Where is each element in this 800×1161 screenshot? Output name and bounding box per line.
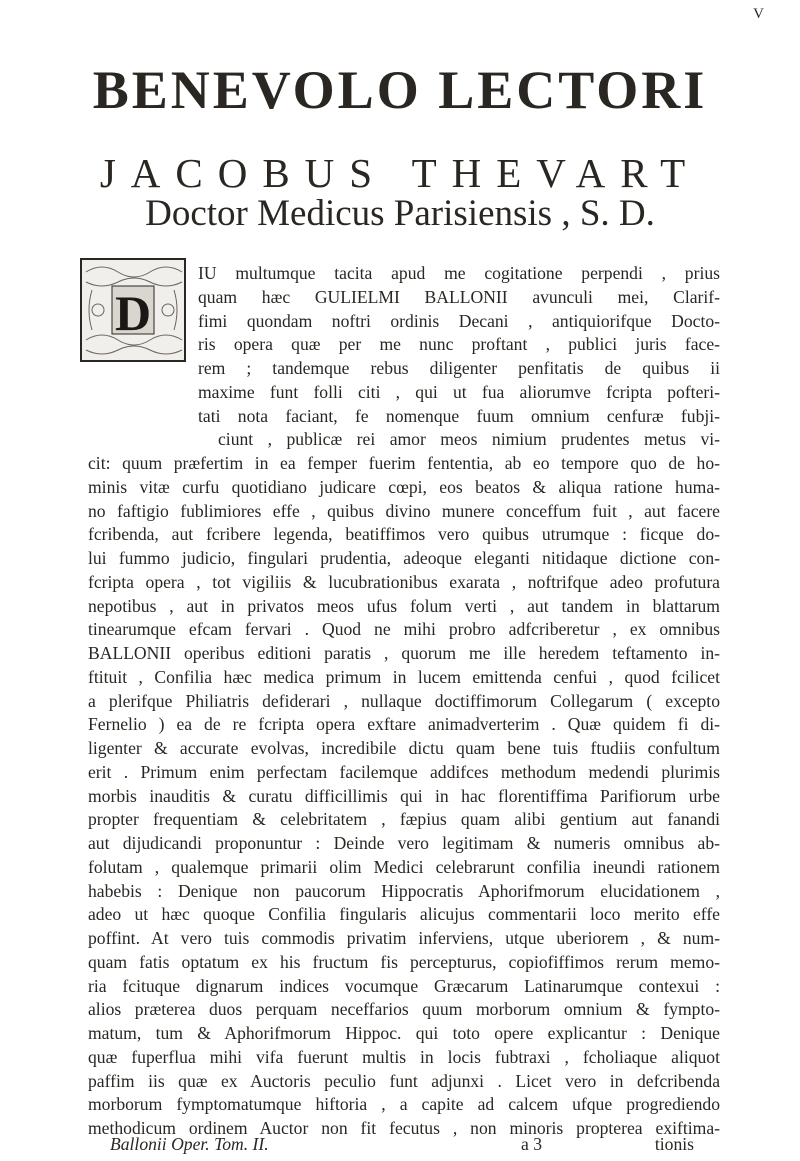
text-line: poffint. At vero tuis commodis privatim inferviens, utque uberiorem , & num- (88, 928, 720, 948)
text-line: nepotibus , aut in privatos meos ufus folum verti , aut tandem in blattarum (88, 595, 720, 616)
text-line: morborum fymptomatumque hiftoria , a capite ad calcem ufque progrediendo (88, 1094, 720, 1115)
text-line: alios præterea duos perquam neceffarios quum morborum omnium & fympto- (88, 999, 720, 1020)
text-line: paffim iis quæ ex Auctoris peculio funt adjunxi . Licet vero in defcribenda (88, 1070, 720, 1091)
heading-author-name: JACOBUS THEVART (99, 150, 701, 196)
text-line: habebis : Denique non paucorum Hippocratis Aphorifmorum elucidationem , (88, 880, 720, 901)
text-line: ris opera quæ per me nunc proftant , publici juris face- (198, 334, 720, 355)
page-footer (110, 1133, 694, 1155)
ornamental-drop-cap (80, 258, 186, 362)
text-line: quam hæc GULIELMI BALLONII avunculi mei, Clarif- (198, 286, 720, 307)
text-line: ligenter & accurate evolvas, incredibile dictu quam bene tuis ftudiis confultum (88, 738, 720, 758)
text-line: minis vitæ curfu quotidiano judicare cœpi, eos beatos & aliqua ratione huma- (88, 476, 720, 497)
running-title: Ballonii Oper. Tom. II. (110, 1134, 269, 1154)
text-line: matum, tum & Aphorifmorum Hippoc. qui toto opere explicantur : Denique (88, 1023, 720, 1043)
text-line: fimi quondam noftri ordinis Decani , antiquiorifque Docto- (198, 310, 720, 331)
ornament-pattern-icon (82, 260, 184, 360)
catchword: tionis (654, 1134, 694, 1154)
text-line: morbis inauditis & curatu difficillimis qui in hac florentiffima Parifiorum urbe (88, 785, 720, 806)
signature-mark: V (753, 6, 764, 22)
text-line: BALLONII operibus editioni paratis , quorum me ille heredem teftamento in- (88, 643, 720, 663)
signature-label: a 3 (521, 1134, 543, 1154)
text-line: rem ; tandemque rebus diligenter penfitatis de quibus ii (198, 358, 720, 378)
text-line: lui fummo judicio, fingulari prudentia, adeoque eleganti nitidaque dictione con- (88, 548, 720, 568)
text-line: folutam , qualemque primarii olim Medici celebrarunt confilia ineundi rationem (88, 856, 720, 877)
text-line: ria fcituque dignarum indices vocumque Græcarum Latinarumque contexui : (88, 975, 720, 996)
text-line: adeo ut hæc quoque Confilia fingularis alicujus commentarii loco merito effe (88, 904, 720, 925)
text-line: cit: quum præfertim in ea femper fuerim fententia, ab eo tempore quo de ho- (88, 453, 720, 473)
text-line: methodicum ordinem Auctor non fit fecutus , non minoris propterea exiftima- (88, 1118, 720, 1138)
drop-cap-letter: D (114, 285, 152, 341)
text-line: propter frequentiam & celebritatem , fæpius quam alibi gentium aut fanandi (88, 809, 720, 830)
heading-author-title: Doctor Medicus Parisiensis , S. D. (145, 193, 655, 234)
text-line: IU multumque tacita apud me cogitatione perpendi , prius (198, 263, 720, 283)
text-line: fcribenda, aut fcribere legenda, beatiffimos vero quibus utrumque : ficque do- (88, 524, 720, 545)
text-line: quæ fuperflua mihi vifa fuerunt multis in locis fubtraxi , fcholiaque aliquot (88, 1046, 720, 1067)
text-line: tinearumque efcam fervari . Quod ne mihi probro adfcriberetur , ex omnibus (88, 619, 720, 640)
text-line: fcripta opera , tot vigiliis & lucubrationibus exarata , noftrifque adeo profutura (88, 571, 720, 592)
heading-benevolo-lectori: BENEVOLO LECTORI (92, 60, 708, 120)
text-line: a plerifque Philiatris defiderari , nullaque doctiffimorum Collegarum ( excepto (88, 690, 720, 711)
text-line: no faftigio fublimiores effe , quibus divino munere conceffum fuit , aut facere (88, 500, 720, 521)
text-line: Fernelio ) ea de re fcripta opera exftare animadverterim . Quæ quidem fi di- (88, 714, 720, 735)
text-line: maxime funt folli citi , qui ut fua aliorumve fcripta pofteri- (198, 381, 720, 402)
text-line: erit . Primum enim perfectam facilemque addifces methodum medendi plurimis (88, 761, 720, 782)
text-line: ftituit , Confilia hæc medica primum in lucem emittenda cenfui , quod fcilicet (88, 666, 720, 687)
text-line: quam fatis optatum ex his fructum fis percepturus, copiofiffimos rerum memo- (88, 951, 720, 972)
text-line: aut dijudicandi proponuntur : Deinde vero legitimam & numeris omnibus ab- (88, 833, 720, 853)
text-line: tati nota faciant, fe nomenque fuum omnium cenfuræ fubji- (198, 405, 720, 426)
text-line: ciunt , publicæ rei amor meos nimium prudentes metus vi- (218, 429, 720, 450)
